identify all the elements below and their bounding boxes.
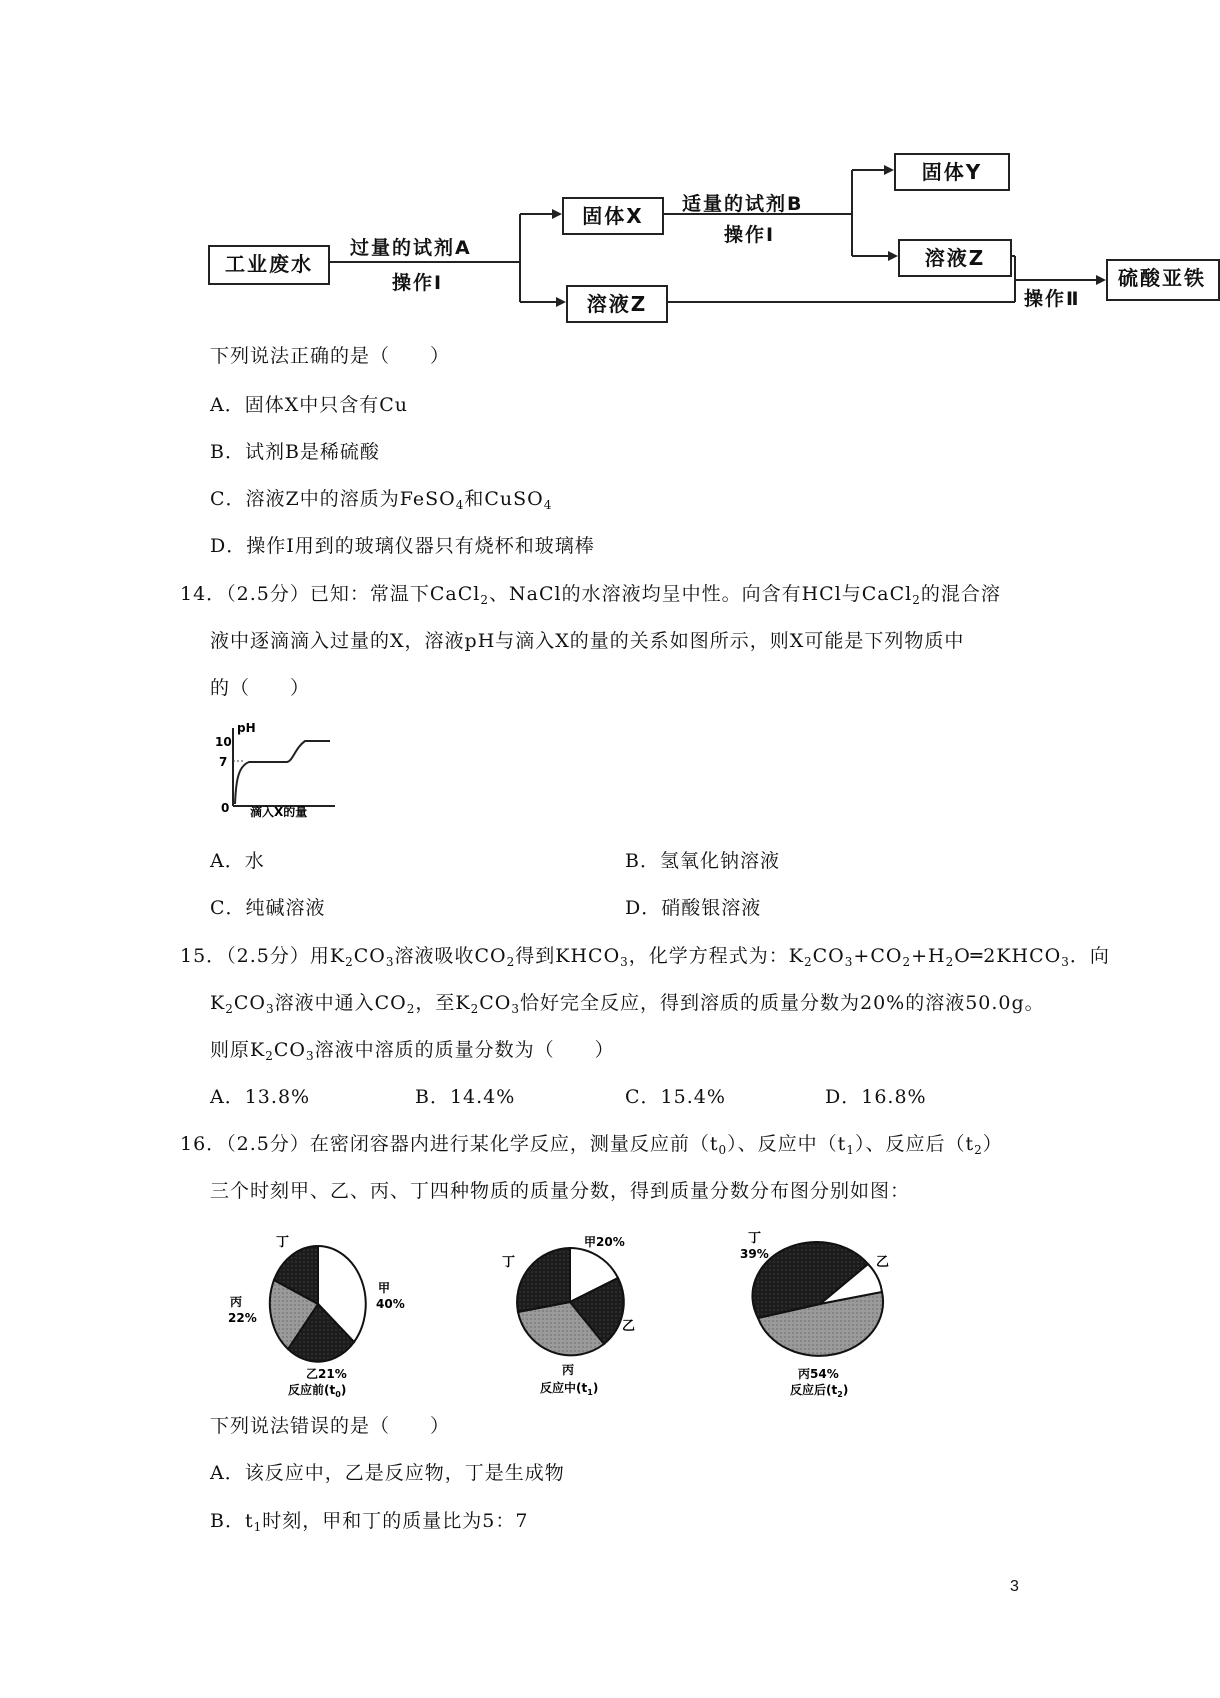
- ph-axis-label: pH: [237, 721, 256, 735]
- q15-option-b: B．14.4%: [415, 1086, 516, 1108]
- pie3-caption: 反应后$(t_2)$: [790, 1383, 849, 1399]
- q15-text: 则原K: [210, 1039, 266, 1061]
- pie3-ding-label: 丁: [748, 1231, 762, 1246]
- product-box: 硫酸亚铁: [1106, 259, 1220, 301]
- pie-after: [740, 1231, 889, 1399]
- pie2-caption: 反应中$(t_1)$: [540, 1381, 599, 1397]
- q15-text: CO: [479, 992, 512, 1014]
- q15-text: O═2KHCO: [954, 945, 1062, 967]
- pie-charts: [200, 1222, 920, 1399]
- q15-sub: 3: [511, 1002, 520, 1016]
- q15-text: CO: [273, 1039, 306, 1061]
- q14-line-2: 液中逐滴滴入过量的X，溶液pH与滴入X的量的关系如图所示，则X可能是下列物质中: [210, 630, 965, 652]
- q15-text: ，化学方程式为：K: [628, 945, 804, 967]
- q15-sub: 2: [804, 955, 813, 969]
- page-number: 3: [1010, 1578, 1019, 1595]
- q16-sub: 0: [718, 1143, 728, 1157]
- pie1-ding-label: 丁: [276, 1235, 290, 1250]
- q15-text: ，至K: [415, 992, 471, 1014]
- q15-sub: 3: [385, 955, 395, 969]
- q13-option-c: [210, 486, 552, 518]
- q14-sub: 2: [912, 593, 921, 607]
- q13-c-text: C．溶液Z中的溶质为FeSO: [210, 488, 456, 510]
- q14-option-a: A．水: [210, 850, 265, 872]
- q13-c-sub: 4: [455, 498, 465, 512]
- q15-sub: 2: [506, 955, 516, 969]
- q15-sub: 2: [406, 1002, 416, 1016]
- q16-option-a: A．该反应中，乙是反应物，丁是生成物: [210, 1462, 565, 1484]
- pie2-ding-label: 丁: [502, 1255, 516, 1270]
- q15-line-3: [210, 1037, 615, 1069]
- q13-c-sub: 4: [543, 498, 553, 512]
- q15-sub: 3: [265, 1002, 275, 1016]
- q16-text: ）、反应中（t: [727, 1133, 847, 1155]
- pie1-bing-label: 丙: [230, 1295, 243, 1309]
- q14-line-1: [180, 581, 1001, 613]
- solution-z-lower-box: 溶液Z: [566, 285, 668, 323]
- ph-x-axis-label: 滴入X的量: [250, 805, 308, 819]
- solid-y-box: 固体Y: [894, 153, 1010, 191]
- q15-text: K: [210, 992, 226, 1014]
- reagent-b-label: 适量的试剂B: [682, 193, 804, 215]
- pie2-yi-label: 乙: [622, 1319, 636, 1334]
- q16-b-text: 时刻，甲和丁的质量比为5：7: [262, 1510, 529, 1532]
- pie-before: [228, 1235, 405, 1399]
- q15-text: CO: [812, 945, 845, 967]
- q15-sub: 2: [470, 1002, 480, 1016]
- q15-text: 恰好完全反应，得到溶质的质量分数为20%的溶液50.0g。: [519, 992, 1045, 1014]
- q14-text: 14．（2.5分）已知：常温下CaCl: [180, 583, 481, 605]
- q16-text: ）、反应后（t: [854, 1133, 975, 1155]
- q15-sub: 3: [620, 955, 629, 969]
- q16-stem: 下列说法错误的是（ ）: [210, 1415, 451, 1437]
- q15-sub: 2: [265, 1049, 274, 1063]
- pie3-yi-label: 乙: [876, 1255, 890, 1270]
- ph-tick-10: 10: [215, 735, 232, 749]
- q13-c-text: 和CuSO: [464, 488, 544, 510]
- q15-line-1: [180, 943, 1110, 975]
- q16-sub: 1: [846, 1143, 855, 1157]
- q16-sub: 2: [974, 1143, 983, 1157]
- q14-text: 、NaCl的水溶液均呈中性。向含有HCl与CaCl: [489, 583, 913, 605]
- q15-text: +CO: [853, 945, 903, 967]
- pie3-ding-pct: 39%: [740, 1247, 769, 1261]
- reagent-a-label: 过量的试剂A: [350, 237, 472, 259]
- q13-stem: 下列说法正确的是（ ）: [210, 345, 451, 367]
- q15-text: 得到KHCO: [515, 945, 621, 967]
- q14-line-3: 的（ ）: [210, 677, 311, 699]
- q15-text: CO: [353, 945, 386, 967]
- pie1-caption: 反应前$(t_0)$: [288, 1383, 347, 1399]
- q16-option-b: [210, 1508, 528, 1540]
- q16-text: 16．（2.5分）在密闭容器内进行某化学反应，测量反应前（t: [180, 1133, 719, 1155]
- q16-b-sub: 1: [253, 1520, 263, 1534]
- operation-1-label-a: 操作Ⅰ: [392, 272, 444, 294]
- q16-line-1: [180, 1131, 1003, 1163]
- pie3-bing-label: 丙54%: [798, 1367, 839, 1381]
- q15-sub: 3: [844, 955, 854, 969]
- q14-option-b: B．氢氧化钠溶液: [625, 850, 780, 872]
- q15-sub: 2: [945, 955, 955, 969]
- q15-line-2: [210, 990, 1045, 1022]
- q16-line-2: 三个时刻甲、乙、丙、丁四种物质的质量分数，得到质量分数分布图分别如图：: [210, 1180, 911, 1202]
- operation-2-label: 操作Ⅱ: [1024, 288, 1081, 310]
- q15-text: 溶液吸收CO: [394, 945, 507, 967]
- q14-sub: 2: [480, 593, 490, 607]
- q15-option-a: A．13.8%: [210, 1086, 311, 1108]
- q15-sub: 2: [225, 1002, 234, 1016]
- q15-option-c: C．15.4%: [625, 1086, 726, 1108]
- pie1-jia-pct: 40%: [376, 1297, 405, 1311]
- ph-tick-0: 0: [221, 801, 230, 815]
- pie1-jia-label: 甲: [378, 1281, 391, 1295]
- ph-curve: [235, 741, 330, 804]
- q15-text: 溶液中溶质的质量分数为（ ）: [314, 1039, 615, 1061]
- q13-option-d: D．操作Ⅰ用到的玻璃仪器只有烧杯和玻璃棒: [210, 535, 595, 557]
- q15-text: +H: [911, 945, 946, 967]
- q15-text: CO: [233, 992, 266, 1014]
- wastewater-box: 工业废水: [208, 245, 330, 285]
- pie2-bing-label: 丙: [562, 1363, 575, 1377]
- q15-sub: 2: [902, 955, 912, 969]
- solution-z-upper-box: 溶液Z: [898, 239, 1012, 277]
- q13-option-a: A．固体X中只含有Cu: [210, 394, 409, 416]
- slice-ding: [517, 1248, 570, 1312]
- flowchart-connectors: [0, 0, 1200, 320]
- solid-x-box: 固体X: [562, 197, 664, 235]
- pie1-yi-label: 乙21%: [306, 1367, 347, 1381]
- q14-option-c: C．纯碱溶液: [210, 897, 326, 919]
- q15-sub: 2: [345, 955, 354, 969]
- q14-text: 的混合溶: [920, 583, 1001, 605]
- q15-text: ．向: [1069, 945, 1110, 967]
- q14-option-d: D．硝酸银溶液: [625, 897, 762, 919]
- pie-during: [502, 1235, 635, 1397]
- q15-option-d: D．16.8%: [825, 1086, 927, 1108]
- operation-1-label-b: 操作Ⅰ: [724, 224, 776, 246]
- ph-tick-7: 7: [219, 755, 228, 769]
- ph-curve-graph: [205, 718, 355, 818]
- q15-text: 15．（2.5分）用K: [180, 945, 346, 967]
- q13-option-b: B．试剂B是稀硫酸: [210, 441, 380, 463]
- q15-text: 溶液中通入CO: [274, 992, 407, 1014]
- q16-b-text: B．t: [210, 1510, 254, 1532]
- pie2-jia-label: 甲20%: [584, 1235, 625, 1249]
- q16-text: ）: [982, 1133, 1003, 1155]
- q15-sub: 3: [305, 1049, 315, 1063]
- pie1-bing-pct: 22%: [228, 1311, 257, 1325]
- q15-sub: 3: [1061, 955, 1070, 969]
